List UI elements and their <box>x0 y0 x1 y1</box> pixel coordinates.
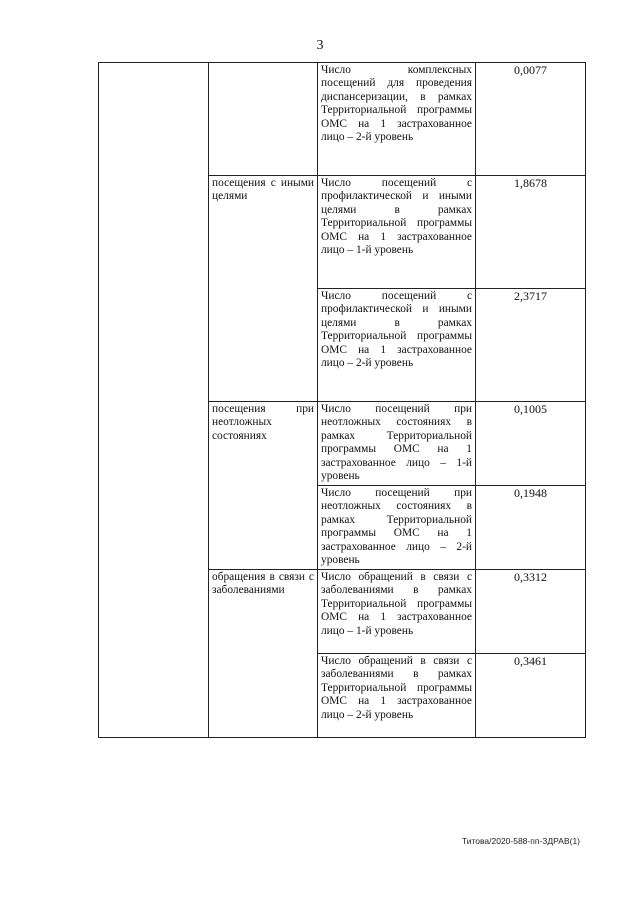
indicator-cell: Число посещений при неотложных состояниях в рамках Территориальной программы ОМС на 1 застрахованное лицо – 1-й уровень <box>318 402 476 486</box>
indicator-cell: Число комплексных посещений для проведения диспансеризации, в рамках Территориальной программы ОМС на 1 застрахованное лицо – 2-й уровень <box>318 63 476 176</box>
blank-first-column <box>99 63 209 738</box>
value-cell: 0,3461 <box>476 654 586 738</box>
value-cell: 0,1948 <box>476 486 586 570</box>
table-row <box>99 63 586 176</box>
category-cell <box>209 63 318 176</box>
indicators-table <box>98 62 586 738</box>
value-cell: 2,3717 <box>476 289 586 402</box>
category-cell: посещения при неотложных состояниях <box>209 402 318 570</box>
indicator-cell: Число посещений при неотложных состояниях в рамках Территориальной программы ОМС на 1 застрахованное лицо – 2-й уровень <box>318 486 476 570</box>
page-number: 3 <box>316 38 324 53</box>
indicator-cell: Число посещений с профилактической и иными целями в рамках Территориальной программы ОМС на 1 застрахованное лицо – 1-й уровень <box>318 176 476 289</box>
value-cell: 1,8678 <box>476 176 586 289</box>
category-cell: обращения в связи с заболеваниями <box>209 570 318 738</box>
indicator-cell: Число обращений в связи с заболеваниями в рамках Территориальной программы ОМС на 1 застрахованное лицо – 1-й уровень <box>318 570 476 654</box>
indicator-cell: Число посещений с профилактической и иными целями в рамках Территориальной программы ОМС на 1 застрахованное лицо – 2-й уровень <box>318 289 476 402</box>
document-footer: Титова/2020-588-пп-ЗДРАВ(1) <box>461 836 580 846</box>
category-cell: посещения с иными целями <box>209 176 318 402</box>
indicator-cell: Число обращений в связи с заболеваниями в рамках Территориальной программы ОМС на 1 застрахованное лицо – 2-й уровень <box>318 654 476 738</box>
value-cell: 0,1005 <box>476 402 586 486</box>
value-cell: 0,0077 <box>476 63 586 176</box>
value-cell: 0,3312 <box>476 570 586 654</box>
